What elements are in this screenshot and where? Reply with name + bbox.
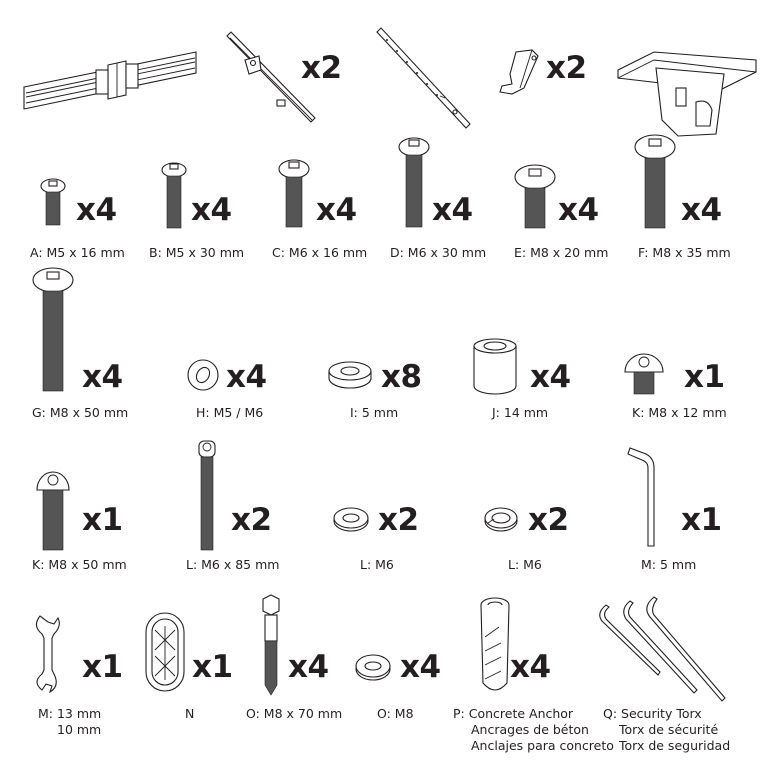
- extension-pole-icon: [375, 28, 475, 128]
- item-n-quantity: x1: [192, 649, 233, 685]
- screw-m8x20-icon: [514, 163, 558, 231]
- item-a-quantity: x4: [76, 192, 117, 228]
- screw-m6x30-icon: [398, 136, 432, 228]
- item-q-label-line2: Torx de sécurité: [619, 722, 719, 737]
- wall-rail-icon: [20, 25, 220, 115]
- ceiling-plate-icon: [616, 44, 746, 134]
- item-h-quantity: x4: [226, 359, 267, 395]
- item-p-label-line2: Ancrages de béton: [471, 722, 589, 737]
- screw-m5x30-icon: [161, 160, 191, 230]
- screw-m8x35-icon: [634, 133, 678, 231]
- washer-m5-m6-icon: [187, 359, 221, 393]
- item-c-quantity: x4: [316, 192, 357, 228]
- item-b-label: B: M5 x 30 mm: [149, 245, 245, 260]
- flat-washer-m6-icon: [333, 507, 371, 533]
- concrete-anchor-icon: [479, 597, 511, 697]
- item-l1-quantity: x2: [231, 502, 272, 538]
- spacer-14mm-icon: [473, 338, 519, 396]
- item-m1-quantity: x1: [681, 502, 722, 538]
- item-l1-label: L: M6 x 85 mm: [186, 557, 280, 572]
- item-m2-quantity: x1: [82, 649, 123, 685]
- item-l2-quantity: x2: [378, 502, 419, 538]
- item-f-quantity: x4: [681, 192, 722, 228]
- item-d-quantity: x4: [432, 192, 473, 228]
- item-a-label: A: M5 x 16 mm: [30, 245, 125, 260]
- item-o2-quantity: x4: [400, 649, 441, 685]
- item-h-label: H: M5 / M6: [196, 405, 264, 420]
- arm-bracket-quantity: x2: [301, 50, 342, 86]
- button-screw-m8x12-icon: [624, 352, 664, 396]
- item-i-quantity: x8: [381, 359, 422, 395]
- hex-key-5mm-icon: [628, 444, 668, 548]
- cable-grommet-icon: [145, 612, 189, 694]
- item-c-label: C: M6 x 16 mm: [272, 245, 368, 260]
- item-n-label: N: [185, 706, 195, 721]
- item-d-label: D: M6 x 30 mm: [390, 245, 487, 260]
- item-i-label: I: 5 mm: [350, 405, 399, 420]
- item-l3-quantity: x2: [528, 502, 569, 538]
- item-o2-label: O: M8: [377, 706, 414, 721]
- item-k2-label: K: M8 x 50 mm: [32, 557, 127, 572]
- security-torx-keys-icon: [594, 597, 734, 697]
- item-e-quantity: x4: [558, 192, 599, 228]
- item-f-label: F: M8 x 35 mm: [638, 245, 731, 260]
- item-p-label: P: Concrete Anchor: [453, 706, 574, 721]
- item-p-quantity: x4: [510, 649, 551, 685]
- item-l2-label: L: M6: [360, 557, 394, 572]
- clip-bracket-icon: [498, 48, 548, 98]
- item-q-label-line3: Torx de seguridad: [619, 738, 731, 753]
- lag-bolt-m8x70-icon: [259, 595, 285, 695]
- item-k2-quantity: x1: [82, 502, 123, 538]
- item-m2-label-line2: 10 mm: [57, 722, 102, 737]
- item-e-label: E: M8 x 20 mm: [514, 245, 609, 260]
- item-j-label: J: 14 mm: [492, 405, 549, 420]
- item-b-quantity: x4: [191, 192, 232, 228]
- screw-m5x16-icon: [38, 177, 68, 227]
- item-m2-label: M: 13 mm: [38, 706, 102, 721]
- item-k1-label: K: M8 x 12 mm: [632, 405, 727, 420]
- spacer-washer-5mm-icon: [328, 361, 374, 393]
- clip-bracket-quantity: x2: [546, 50, 587, 86]
- socket-screw-m6x85-icon: [197, 440, 217, 552]
- item-p-label-line3: Anclajes para concreto: [471, 738, 614, 753]
- item-m1-label: M: 5 mm: [641, 557, 697, 572]
- item-l3-label: L: M6: [508, 557, 542, 572]
- item-o1-label: O: M8 x 70 mm: [246, 706, 343, 721]
- lock-washer-m6-icon: [484, 507, 520, 533]
- wrench-13-10mm-icon: [34, 612, 64, 692]
- screw-m6x16-icon: [278, 158, 312, 230]
- item-g-quantity: x4: [82, 359, 123, 395]
- item-o1-quantity: x4: [288, 649, 329, 685]
- item-g-label: G: M8 x 50 mm: [32, 405, 129, 420]
- item-j-quantity: x4: [530, 359, 571, 395]
- screw-m8x50-icon: [32, 266, 76, 394]
- button-screw-m8x50-icon: [36, 470, 70, 552]
- item-q-label: Q: Security Torx: [603, 706, 702, 721]
- item-k1-quantity: x1: [684, 359, 725, 395]
- washer-m8-icon: [355, 654, 393, 682]
